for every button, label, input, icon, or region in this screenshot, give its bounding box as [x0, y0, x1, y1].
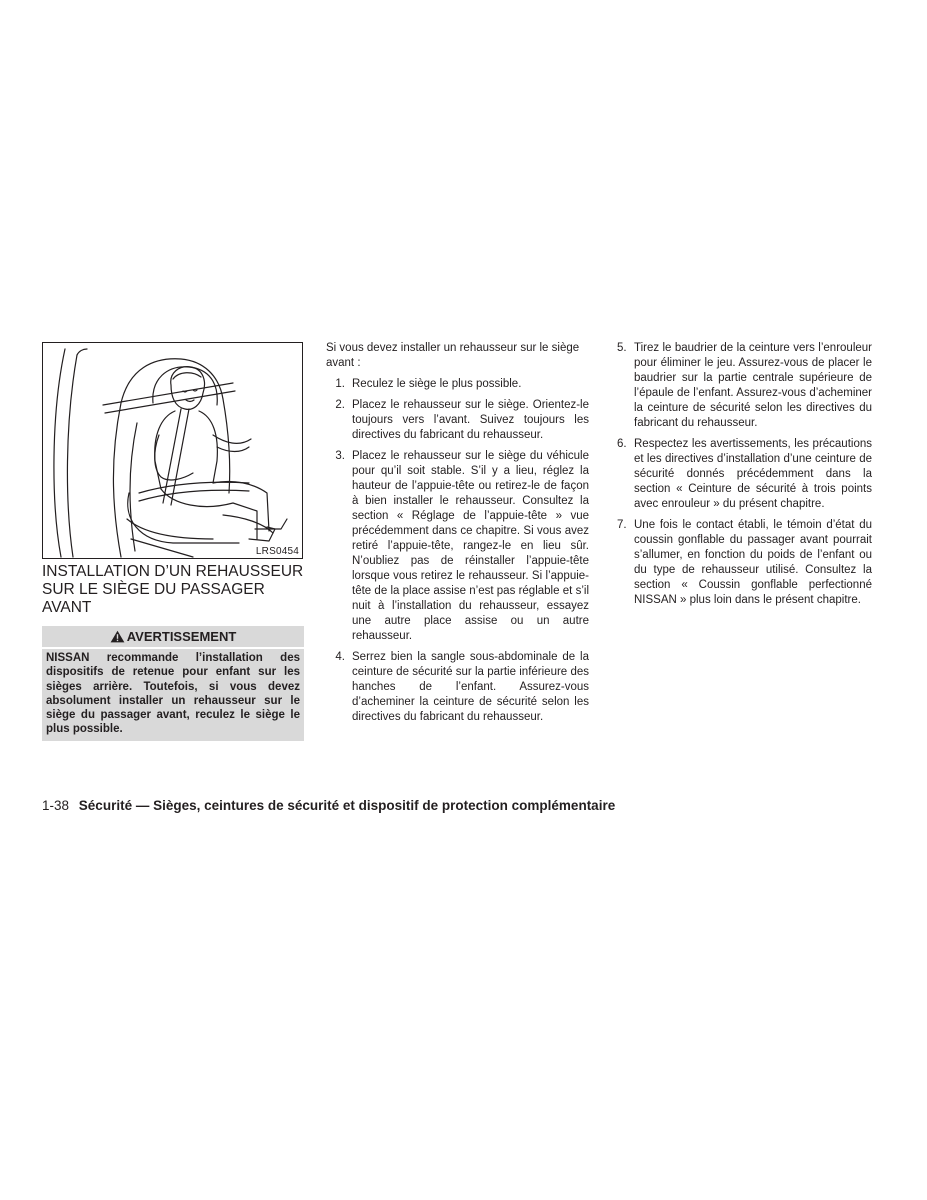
section-heading	[42, 563, 312, 617]
step-number: 4.	[335, 651, 345, 663]
footer-section-title: Sécurité — Sièges, ceintures de sécurité et dispositif de protection complémentaire	[78, 798, 616, 813]
warning-header	[42, 626, 304, 647]
page-footer	[42, 798, 615, 813]
list-item	[326, 449, 589, 644]
heading-line: SUR LE SIÈGE DU PASSAGER	[42, 581, 265, 598]
step-number: 1.	[335, 378, 345, 390]
page-number: 1-38	[42, 798, 70, 813]
intro-text: Si vous devez installer un rehausseur sur le siège avant :	[326, 342, 580, 369]
warning-text: NISSAN recommande l’installation des dispositifs de retenue pour enfant sur les sièges arrière. Toutefois, si vous devez absolument installer un rehausseur sur le siège du passager avant, reculez le siège le plus possible.	[46, 652, 300, 736]
warning-box	[42, 626, 304, 741]
step-number: 3.	[335, 450, 345, 462]
step-text: Respectez les avertissements, les précautions et les directives d’installation d’une ceinture de sécurité donnés précédemment dans la section « Ceinture de sécurité à trois points avec enrouleur » du présent chapitre.	[634, 438, 872, 510]
step-number: 6.	[617, 438, 627, 450]
child-booster-seat-figure	[42, 342, 303, 559]
step-text: Placez le rehausseur sur le siège du véhicule pour qu’il soit stable. S’il y a lieu, réglez la hauteur de l’appuie-tête ou retirez-le de façon à bien installer le rehausseur. Consultez la section « Réglage de l’appuie-tête » vue précédemment dans ce chapitre. Si vous avez retiré l’appuie-tête, rangez-le en lieu sûr. N’oubliez pas de réinstaller l’appuie-tête lorsque vous retirez le rehausseur. Si l’appuie-tête de la place assise n’est pas réglable et s’il nuit à l’installation du rehausseur, essayez une autre place assise ou un autre rehausseur.	[352, 450, 589, 642]
warning-triangle-icon	[110, 630, 125, 643]
heading-line: INSTALLATION D’UN REHAUSSEUR	[42, 563, 304, 580]
heading-line: AVANT	[42, 599, 92, 616]
warning-title: AVERTISSEMENT	[126, 629, 237, 644]
instructions-column-3	[617, 341, 872, 614]
child-booster-seat-illustration	[43, 343, 302, 558]
list-item	[326, 650, 589, 725]
list-item	[617, 518, 872, 608]
list-item	[326, 377, 589, 392]
step-text: Placez le rehausseur sur le siège. Orientez-le toujours vers l’avant. Suivez toujours les directives du fabricant du rehausseur.	[352, 399, 589, 441]
list-item	[617, 341, 872, 431]
steps-list	[326, 377, 589, 725]
step-text: Reculez le siège le plus possible.	[352, 378, 522, 390]
step-number: 7.	[617, 519, 627, 531]
step-text: Serrez bien la sangle sous-abdominale de la ceinture de sécurité sur la partie inférieure des hanches de l’enfant. Assurez-vous d’acheminer la ceinture de sécurité selon les directives du fabricant du rehausseur.	[352, 651, 589, 723]
steps-list	[617, 341, 872, 608]
step-number: 2.	[335, 399, 345, 411]
step-text: Une fois le contact établi, le témoin d’état du coussin gonflable du passager avant pourrait s’allumer, en fonction du poids de l’enfant ou du type de rehausseur utilisé. Consultez la section « Coussin gonflable perfectionné NISSAN » plus loin dans le présent chapitre.	[634, 519, 872, 606]
step-text: Tirez le baudrier de la ceinture vers l’enrouleur pour éliminer le jeu. Assurez-vous de placer le baudrier sur la partie centrale supérieure de l’épaule de l’enfant. Assurez-vous d’acheminer la ceinture de sécurité selon les directives du fabricant du rehausseur.	[634, 342, 872, 429]
list-item	[617, 437, 872, 512]
figure-code: LRS0454	[255, 546, 299, 557]
instructions-column-2	[326, 341, 589, 731]
step-number: 5.	[617, 342, 627, 354]
list-item	[326, 398, 589, 443]
